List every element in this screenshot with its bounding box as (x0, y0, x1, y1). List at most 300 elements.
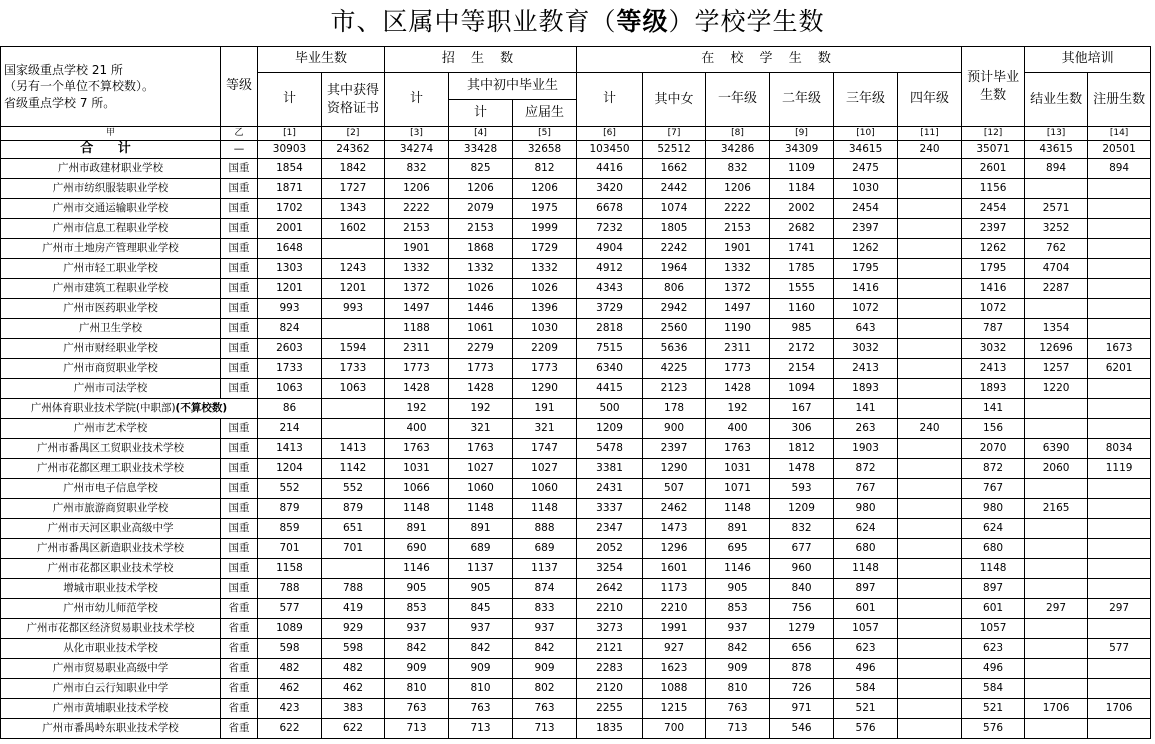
value-cell: 1727 (322, 179, 385, 199)
school-name (1, 619, 221, 639)
value-cell (898, 679, 962, 699)
value-cell: 897 (834, 579, 898, 599)
value-cell: 700 (643, 719, 706, 739)
value-cell: 1473 (643, 519, 706, 539)
total-label: 合 计 (1, 141, 221, 159)
value-cell: 1871 (258, 179, 322, 199)
table-row (1, 659, 1151, 679)
value-cell: 2431 (577, 479, 643, 499)
value-cell: 297 (1025, 599, 1088, 619)
value-cell: 806 (643, 279, 706, 299)
value-cell: 2287 (1025, 279, 1088, 299)
value-cell (1088, 179, 1151, 199)
value-cell: 5478 (577, 439, 643, 459)
header-completed: 结业生数 (1025, 73, 1088, 127)
value-cell: 832 (770, 519, 834, 539)
table-row (1, 579, 1151, 599)
value-cell: 1072 (962, 299, 1025, 319)
value-cell (898, 459, 962, 479)
value-cell: 1733 (322, 359, 385, 379)
value-cell: 713 (449, 719, 513, 739)
value-cell: 872 (962, 459, 1025, 479)
value-cell: 2165 (1025, 499, 1088, 519)
value-cell: 601 (962, 599, 1025, 619)
value-cell: 1148 (513, 499, 577, 519)
value-cell (1088, 379, 1151, 399)
value-cell: 2154 (770, 359, 834, 379)
header-level: 等级 (221, 47, 258, 127)
value-cell: 680 (962, 539, 1025, 559)
value-cell: 825 (449, 159, 513, 179)
school-name (1, 179, 221, 199)
value-cell: 909 (385, 659, 449, 679)
value-cell (1088, 519, 1151, 539)
index-cell: 甲 (1, 127, 221, 141)
value-cell: 6340 (577, 359, 643, 379)
value-cell: 1027 (513, 459, 577, 479)
value-cell: 2255 (577, 699, 643, 719)
school-level: 省重 (221, 619, 258, 639)
header-enroll-total: 计 (385, 73, 449, 127)
value-cell: 1602 (322, 219, 385, 239)
school-name (1, 279, 221, 299)
value-cell: 2001 (258, 219, 322, 239)
value-cell: 297 (1088, 599, 1151, 619)
value-cell: 593 (770, 479, 834, 499)
value-cell: 695 (706, 539, 770, 559)
value-cell: 888 (513, 519, 577, 539)
value-cell: 2153 (385, 219, 449, 239)
value-cell (898, 699, 962, 719)
value-cell: 1206 (513, 179, 577, 199)
header-enroll-junior: 其中初中毕业生 (449, 73, 577, 100)
value-cell: 1662 (643, 159, 706, 179)
value-cell (1088, 539, 1151, 559)
value-cell: 3254 (577, 559, 643, 579)
value-cell: 623 (834, 639, 898, 659)
school-level: 国重 (221, 559, 258, 579)
value-cell: 2002 (770, 199, 834, 219)
school-level: 国重 (221, 279, 258, 299)
value-cell: 2070 (962, 439, 1025, 459)
value-cell: 2413 (834, 359, 898, 379)
table-row (1, 519, 1151, 539)
value-cell: 1027 (449, 459, 513, 479)
value-cell (1088, 719, 1151, 739)
table-row (1, 219, 1151, 239)
value-cell: 909 (706, 659, 770, 679)
total-cell: 34309 (770, 141, 834, 159)
value-cell (898, 399, 962, 419)
value-cell: 156 (962, 419, 1025, 439)
value-cell: 2462 (643, 499, 706, 519)
table-row (1, 399, 1151, 419)
header-inschool-total: 计 (577, 73, 643, 127)
value-cell: 713 (513, 719, 577, 739)
value-cell: 577 (258, 599, 322, 619)
table-row (1, 599, 1151, 619)
value-cell: 1148 (962, 559, 1025, 579)
value-cell: 1160 (770, 299, 834, 319)
value-cell: 1332 (706, 259, 770, 279)
value-cell: 1964 (643, 259, 706, 279)
value-cell: 2571 (1025, 199, 1088, 219)
total-cell: 43615 (1025, 141, 1088, 159)
value-cell: 1094 (770, 379, 834, 399)
value-cell: 482 (258, 659, 322, 679)
value-cell (1088, 299, 1151, 319)
value-cell: 1416 (834, 279, 898, 299)
value-cell (898, 499, 962, 519)
value-cell: 1332 (513, 259, 577, 279)
school-name-text: 广州市司法学校 (73, 381, 148, 394)
value-cell: 1296 (643, 539, 706, 559)
school-name-text: 广州市花都区职业技术学校 (47, 561, 174, 574)
value-cell: 2347 (577, 519, 643, 539)
school-level: 国重 (221, 579, 258, 599)
table-row (1, 459, 1151, 479)
header-grade2: 二年级 (770, 73, 834, 127)
value-cell: 929 (322, 619, 385, 639)
value-cell: 141 (834, 399, 898, 419)
value-cell: 937 (449, 619, 513, 639)
value-cell: 2560 (643, 319, 706, 339)
value-cell: 1215 (643, 699, 706, 719)
value-cell: 1290 (643, 459, 706, 479)
value-cell: 2442 (643, 179, 706, 199)
school-level: 省重 (221, 639, 258, 659)
value-cell: 1060 (513, 479, 577, 499)
value-cell: 656 (770, 639, 834, 659)
value-cell: 1497 (706, 299, 770, 319)
value-cell: 1071 (706, 479, 770, 499)
value-cell: 1594 (322, 339, 385, 359)
value-cell (898, 339, 962, 359)
value-cell: 7232 (577, 219, 643, 239)
school-name (1, 579, 221, 599)
school-level: 国重 (221, 199, 258, 219)
value-cell: 891 (706, 519, 770, 539)
school-name (1, 379, 221, 399)
table-row (1, 259, 1151, 279)
value-cell (898, 639, 962, 659)
total-level: — (221, 141, 258, 159)
value-cell: 1673 (1088, 339, 1151, 359)
value-cell: 1428 (449, 379, 513, 399)
value-cell: 178 (643, 399, 706, 419)
table-row (1, 699, 1151, 719)
school-level: 国重 (221, 339, 258, 359)
value-cell: 552 (258, 479, 322, 499)
value-cell: 1785 (770, 259, 834, 279)
value-cell: 1088 (643, 679, 706, 699)
total-row (1, 141, 1151, 159)
value-cell: 4225 (643, 359, 706, 379)
value-cell: 2682 (770, 219, 834, 239)
school-level: 国重 (221, 299, 258, 319)
value-cell: 879 (258, 499, 322, 519)
value-cell: 1137 (449, 559, 513, 579)
value-cell: 1747 (513, 439, 577, 459)
value-cell: 840 (770, 579, 834, 599)
total-cell: 103450 (577, 141, 643, 159)
value-cell: 993 (258, 299, 322, 319)
value-cell: 1206 (449, 179, 513, 199)
table-row (1, 299, 1151, 319)
school-name-text: 广州市交通运输职业学校 (52, 201, 169, 214)
value-cell: 1835 (577, 719, 643, 739)
value-cell: 4343 (577, 279, 643, 299)
value-cell: 1706 (1088, 699, 1151, 719)
value-cell (898, 619, 962, 639)
value-cell: 507 (643, 479, 706, 499)
value-cell: 853 (385, 599, 449, 619)
value-cell: 905 (449, 579, 513, 599)
value-cell: 993 (322, 299, 385, 319)
value-cell: 4416 (577, 159, 643, 179)
value-cell: 462 (322, 679, 385, 699)
value-cell: 1074 (643, 199, 706, 219)
index-cell: 乙 (221, 127, 258, 141)
value-cell: 3420 (577, 179, 643, 199)
school-name-text: 广州市番禺岭东职业技术学校 (42, 721, 179, 734)
table-row (1, 539, 1151, 559)
value-cell: 690 (385, 539, 449, 559)
school-name (1, 399, 258, 419)
school-name-text: 广州市土地房产管理职业学校 (42, 241, 179, 254)
school-name (1, 559, 221, 579)
value-cell: 1413 (322, 439, 385, 459)
value-cell: 874 (513, 579, 577, 599)
table-row (1, 719, 1151, 739)
value-cell: 1148 (385, 499, 449, 519)
table-row (1, 279, 1151, 299)
value-cell: 1262 (834, 239, 898, 259)
value-cell: 1063 (322, 379, 385, 399)
value-cell: 713 (706, 719, 770, 739)
value-cell: 622 (322, 719, 385, 739)
value-cell: 2454 (962, 199, 1025, 219)
value-cell: 1773 (449, 359, 513, 379)
value-cell: 2123 (643, 379, 706, 399)
value-cell: 1478 (770, 459, 834, 479)
school-level: 国重 (221, 379, 258, 399)
value-cell: 598 (322, 639, 385, 659)
total-cell: 34274 (385, 141, 449, 159)
table-row (1, 439, 1151, 459)
value-cell (1088, 579, 1151, 599)
table-row (1, 359, 1151, 379)
value-cell: 1156 (962, 179, 1025, 199)
value-cell: 3729 (577, 299, 643, 319)
value-cell: 1446 (449, 299, 513, 319)
value-cell: 2222 (385, 199, 449, 219)
school-name-text: 广州市商贸职业学校 (63, 361, 158, 374)
school-name (1, 719, 221, 739)
value-cell: 832 (706, 159, 770, 179)
value-cell: 1773 (706, 359, 770, 379)
value-cell: 842 (385, 639, 449, 659)
school-name (1, 519, 221, 539)
school-name-text: 广州市政建材职业学校 (58, 161, 163, 174)
total-cell: 35071 (962, 141, 1025, 159)
total-cell: 20501 (1088, 141, 1151, 159)
school-name (1, 239, 221, 259)
school-name (1, 479, 221, 499)
school-level: 省重 (221, 719, 258, 739)
school-level: 国重 (221, 419, 258, 439)
school-name-text: 广州市番禺区工贸职业技术学校 (37, 441, 184, 454)
header-registered: 注册生数 (1088, 73, 1151, 127)
value-cell (898, 179, 962, 199)
school-name (1, 539, 221, 559)
table-row (1, 339, 1151, 359)
value-cell (1025, 479, 1088, 499)
value-cell: 521 (962, 699, 1025, 719)
value-cell: 2397 (962, 219, 1025, 239)
value-cell: 1109 (770, 159, 834, 179)
school-level: 省重 (221, 659, 258, 679)
value-cell: 2079 (449, 199, 513, 219)
value-cell: 909 (449, 659, 513, 679)
school-name (1, 419, 221, 439)
index-cell: [2] (322, 127, 385, 141)
value-cell: 1206 (385, 179, 449, 199)
value-cell: 763 (449, 699, 513, 719)
header-other: 其他培训 (1025, 47, 1151, 73)
table-row (1, 619, 1151, 639)
value-cell: 1795 (962, 259, 1025, 279)
value-cell: 2603 (258, 339, 322, 359)
value-cell: 677 (770, 539, 834, 559)
value-cell: 8034 (1088, 439, 1151, 459)
value-cell (1025, 619, 1088, 639)
value-cell (1088, 659, 1151, 679)
value-cell (1088, 559, 1151, 579)
value-cell: 713 (385, 719, 449, 739)
value-cell: 1343 (322, 199, 385, 219)
school-name (1, 699, 221, 719)
value-cell: 689 (449, 539, 513, 559)
total-cell: 34615 (834, 141, 898, 159)
value-cell: 1601 (643, 559, 706, 579)
value-cell: 842 (449, 639, 513, 659)
value-cell: 1332 (449, 259, 513, 279)
value-cell: 763 (706, 699, 770, 719)
value-cell: 1372 (385, 279, 449, 299)
table-row (1, 319, 1151, 339)
school-level: 国重 (221, 439, 258, 459)
value-cell: 1026 (449, 279, 513, 299)
value-cell: 937 (385, 619, 449, 639)
value-cell: 787 (962, 319, 1025, 339)
value-cell: 1030 (834, 179, 898, 199)
school-level: 国重 (221, 319, 258, 339)
value-cell: 1072 (834, 299, 898, 319)
value-cell (898, 479, 962, 499)
header-graduates-cert: 其中获得资格证书 (322, 73, 385, 127)
school-level: 国重 (221, 519, 258, 539)
index-cell: [11] (898, 127, 962, 141)
school-name-text: 广州市轻工职业学校 (63, 261, 158, 274)
value-cell: 400 (706, 419, 770, 439)
school-name-text: 广州卫生学校 (79, 321, 142, 334)
value-cell: 960 (770, 559, 834, 579)
value-cell: 1209 (770, 499, 834, 519)
value-cell: 1763 (385, 439, 449, 459)
value-cell: 496 (834, 659, 898, 679)
value-cell: 1031 (706, 459, 770, 479)
value-cell: 833 (513, 599, 577, 619)
school-name (1, 679, 221, 699)
value-cell: 4415 (577, 379, 643, 399)
value-cell: 1706 (1025, 699, 1088, 719)
value-cell: 3032 (962, 339, 1025, 359)
header-expected: 预计毕业生数 (962, 47, 1025, 127)
value-cell: 1204 (258, 459, 322, 479)
value-cell: 1805 (643, 219, 706, 239)
school-name (1, 219, 221, 239)
value-cell (1025, 299, 1088, 319)
value-cell: 1999 (513, 219, 577, 239)
school-name-text: 广州市财经职业学校 (63, 341, 158, 354)
school-name (1, 199, 221, 219)
school-level: 省重 (221, 599, 258, 619)
school-name (1, 659, 221, 679)
value-cell: 1842 (322, 159, 385, 179)
value-cell: 2413 (962, 359, 1025, 379)
index-cell: [13] (1025, 127, 1088, 141)
value-cell: 1146 (385, 559, 449, 579)
school-name-note: (不算校数) (175, 401, 228, 414)
value-cell (1025, 419, 1088, 439)
value-cell: 879 (322, 499, 385, 519)
index-cell: [4] (449, 127, 513, 141)
value-cell: 306 (770, 419, 834, 439)
value-cell: 192 (449, 399, 513, 419)
value-cell (898, 199, 962, 219)
school-name-text: 广州市花都区经济贸易职业技术学校 (26, 621, 195, 634)
school-name (1, 639, 221, 659)
value-cell: 689 (513, 539, 577, 559)
value-cell: 1416 (962, 279, 1025, 299)
value-cell: 86 (258, 399, 322, 419)
school-name (1, 259, 221, 279)
index-cell: [5] (513, 127, 577, 141)
value-cell (1025, 579, 1088, 599)
value-cell: 1428 (706, 379, 770, 399)
value-cell (898, 299, 962, 319)
value-cell: 1428 (385, 379, 449, 399)
value-cell: 2311 (385, 339, 449, 359)
value-cell: 1146 (706, 559, 770, 579)
value-cell: 2120 (577, 679, 643, 699)
value-cell: 2311 (706, 339, 770, 359)
index-cell: [1] (258, 127, 322, 141)
table-row (1, 179, 1151, 199)
value-cell: 726 (770, 679, 834, 699)
value-cell: 622 (258, 719, 322, 739)
value-cell: 900 (643, 419, 706, 439)
school-level: 国重 (221, 459, 258, 479)
value-cell (322, 399, 385, 419)
value-cell: 1396 (513, 299, 577, 319)
value-cell: 1030 (513, 319, 577, 339)
value-cell (322, 239, 385, 259)
value-cell: 1142 (322, 459, 385, 479)
value-cell: 7515 (577, 339, 643, 359)
table-row (1, 159, 1151, 179)
